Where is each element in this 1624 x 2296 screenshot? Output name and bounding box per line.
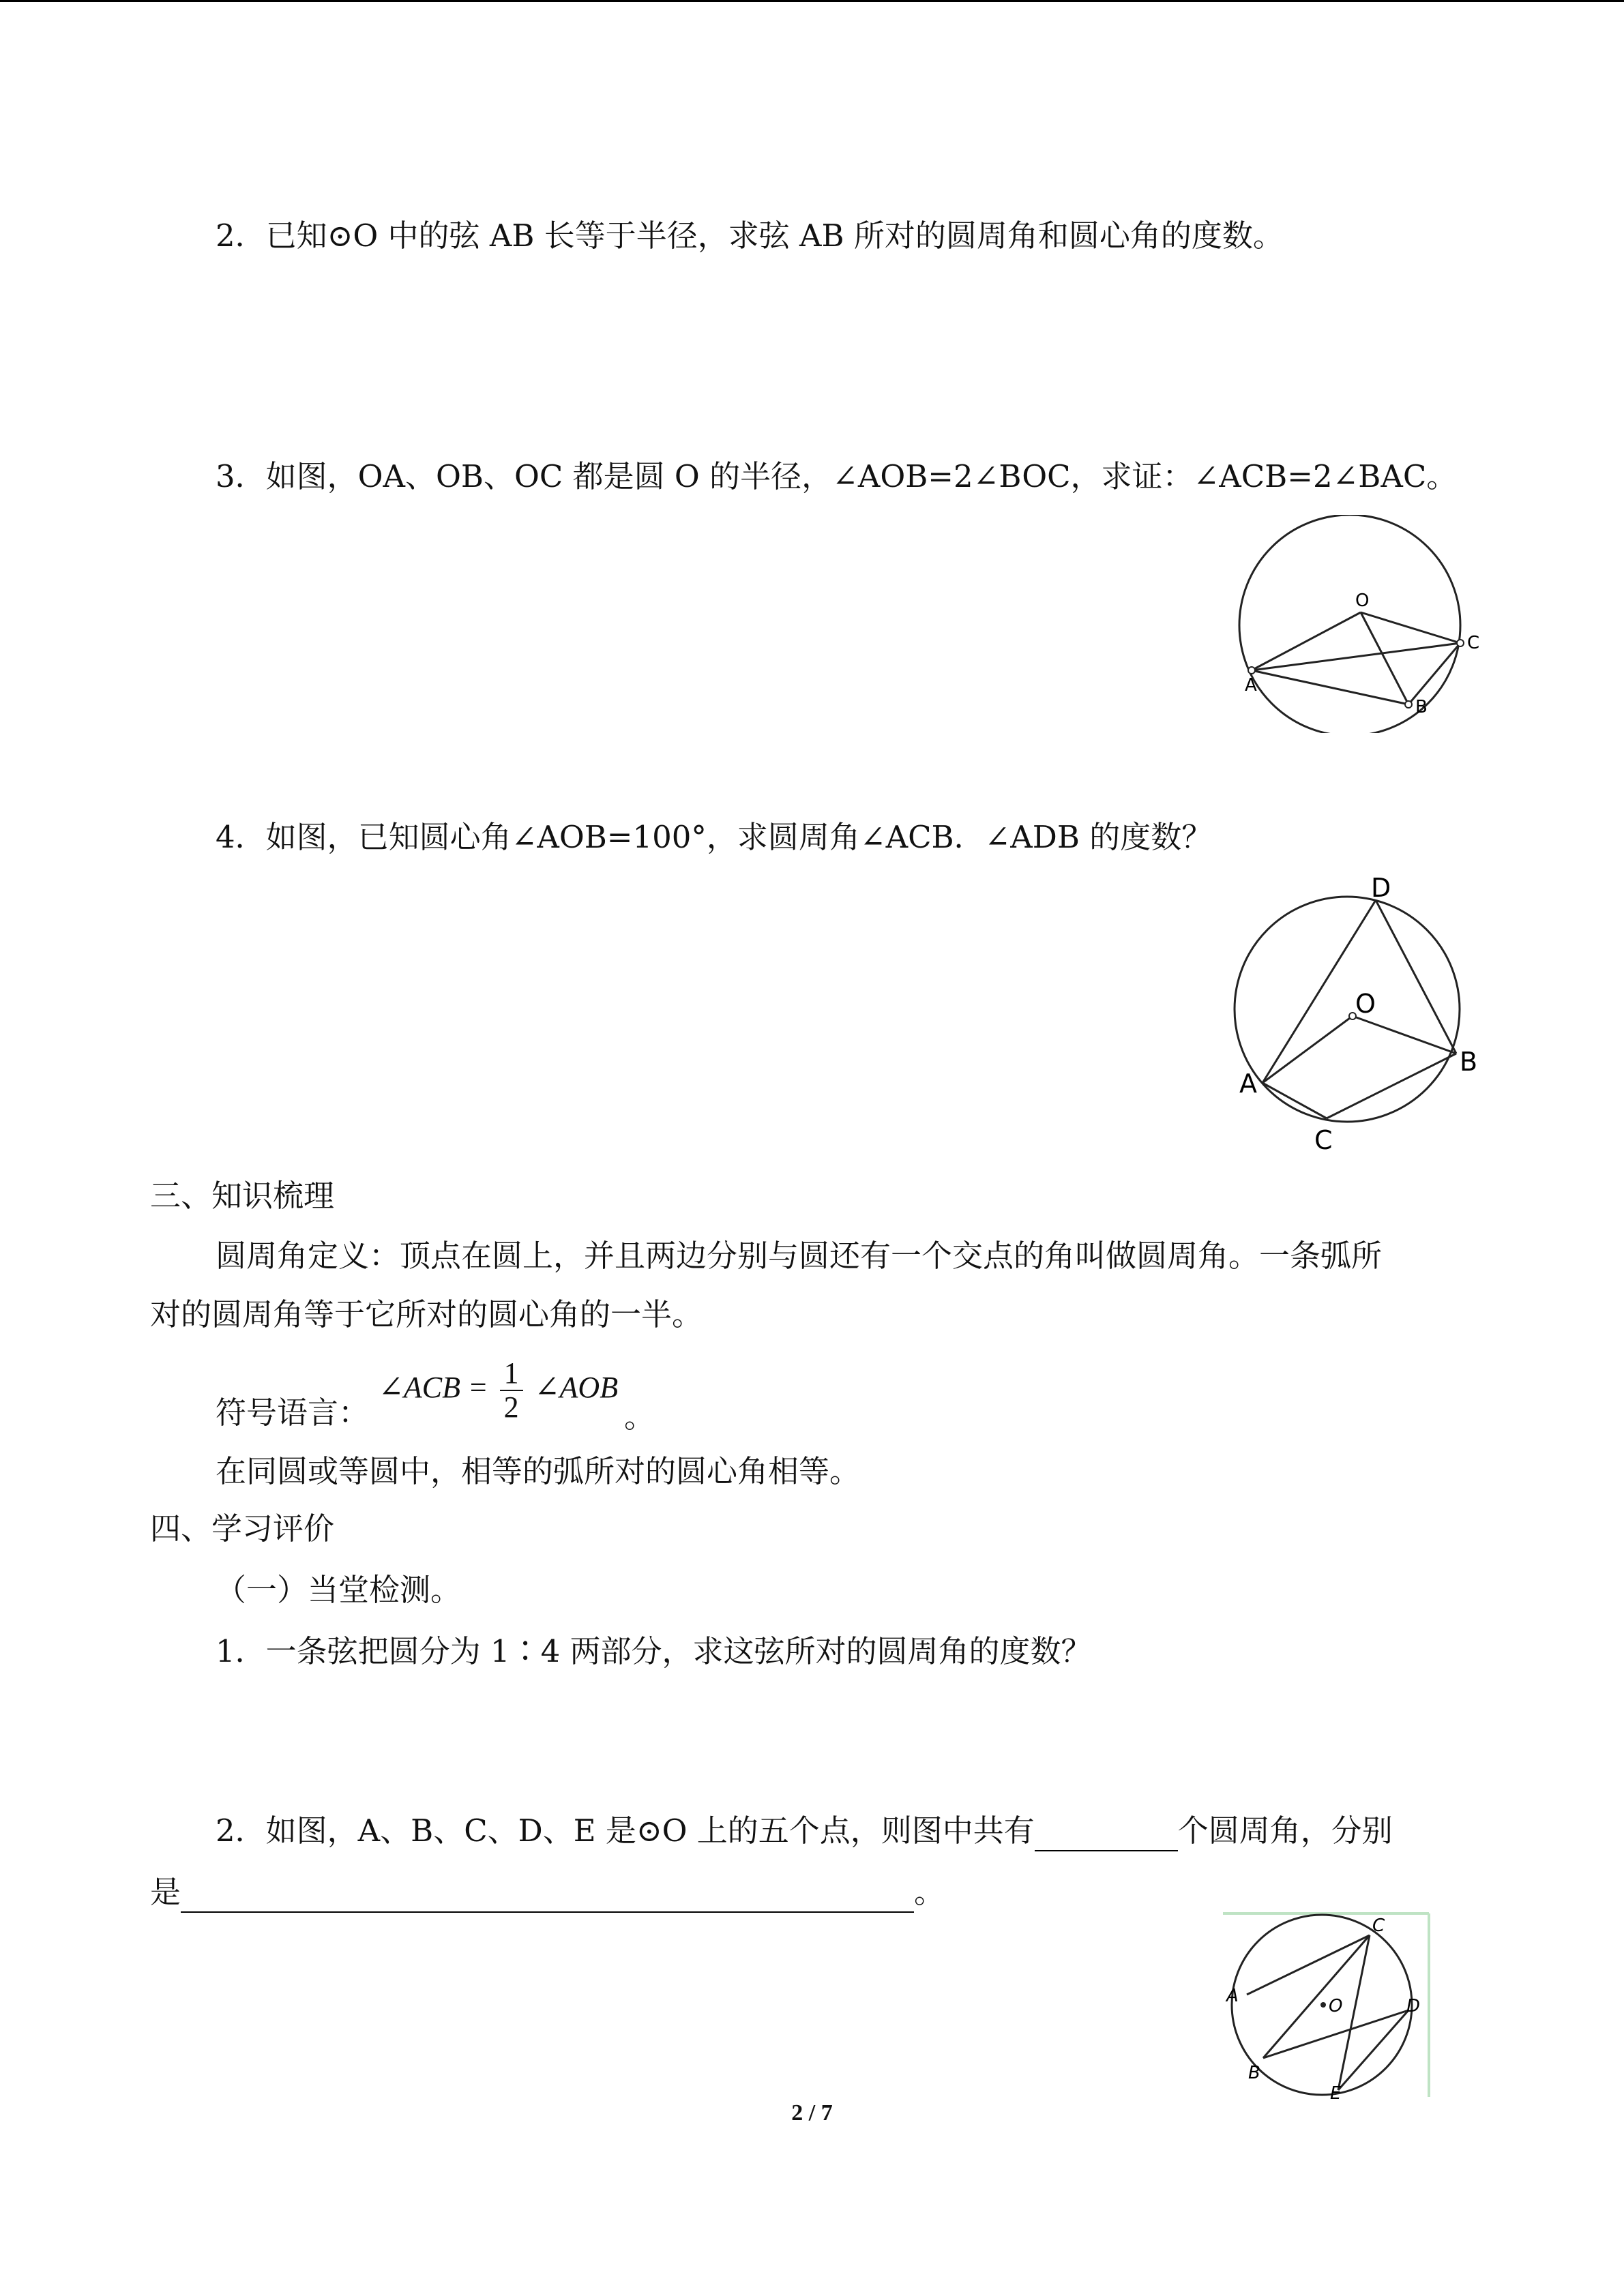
question-2-line-2	[150, 1872, 945, 1913]
figure-circle-oabc	[1224, 515, 1497, 733]
answer-blank-count[interactable]	[1035, 1819, 1178, 1851]
subsection-heading: （一）当堂检测。	[216, 1572, 462, 1608]
formula-end: 。	[624, 1399, 655, 1435]
label-a: A	[1226, 1986, 1239, 2006]
label-o: O	[1329, 1996, 1343, 2016]
label-c: C	[1314, 1125, 1333, 1155]
label-b: B	[1415, 697, 1428, 717]
label-e: E	[1330, 2083, 1342, 2100]
symbol-language-label: 符号语言：	[216, 1395, 370, 1431]
question-2-part-1: 2．如图，A、B、C、D、E 是⊙O 上的五个点，则图中共有	[216, 1813, 1035, 1849]
label-a: A	[1245, 675, 1257, 696]
label-c: C	[1467, 633, 1480, 653]
question-2-line-2-start: 是	[150, 1874, 181, 1910]
formula-right: ∠AOB	[534, 1371, 619, 1405]
figure-circle-oabcd	[1224, 873, 1504, 1166]
question-2-line-1	[216, 1810, 1393, 1851]
formula-left: ∠ACB =	[379, 1371, 488, 1405]
label-a: A	[1239, 1069, 1257, 1099]
label-o: O	[1355, 989, 1376, 1019]
section-3-heading: 三、知识梳理	[150, 1178, 335, 1214]
label-b: B	[1460, 1047, 1478, 1077]
problem-3-text: 3．如图，OA、OB、OC 都是圆 O 的半径，∠AOB=2∠BOC，求证：∠ACB=2∠BAC。	[216, 458, 1458, 494]
label-b: B	[1248, 2063, 1260, 2083]
problem-2-text: 2．已知⊙O 中的弦 AB 长等于半径，求弦 AB 所对的圆周角和圆心角的度数。	[216, 218, 1284, 254]
section-4-heading: 四、学习评价	[150, 1510, 335, 1547]
formula	[379, 1357, 618, 1424]
formula-denominator: 2	[503, 1390, 519, 1424]
label-d: D	[1406, 1996, 1421, 2016]
label-d: D	[1371, 873, 1391, 903]
question-2-part-2: 个圆周角，分别	[1177, 1813, 1393, 1849]
page-number: 2 / 7	[791, 2100, 833, 2126]
question-1-text: 1．一条弦把圆分为 1∶4 两部分，求这弦所对的圆周角的度数？	[216, 1633, 1092, 1669]
page-top-border	[0, 0, 1624, 2]
answer-blank-list[interactable]	[181, 1880, 914, 1913]
definition-line-2: 对的圆周角等于它所对的圆心角的一半。	[150, 1296, 703, 1332]
definition-line-1: 圆周角定义：顶点在圆上，并且两边分别与圆还有一个交点的角叫做圆周角。一条弧所	[216, 1238, 1383, 1274]
label-c: C	[1372, 1915, 1385, 1936]
question-2-line-2-end: 。	[914, 1874, 945, 1910]
formula-numerator: 1	[500, 1357, 523, 1391]
problem-4-text: 4．如图，已知圆心角∠AOB=100°，求圆周角∠ACB．∠ADB 的度数？	[216, 819, 1213, 855]
figure-circle-abcde	[1221, 1909, 1432, 2100]
formula-fraction	[500, 1357, 523, 1424]
theorem-text: 在同圆或等圆中，相等的弧所对的圆心角相等。	[216, 1453, 861, 1489]
label-o: O	[1355, 591, 1370, 611]
